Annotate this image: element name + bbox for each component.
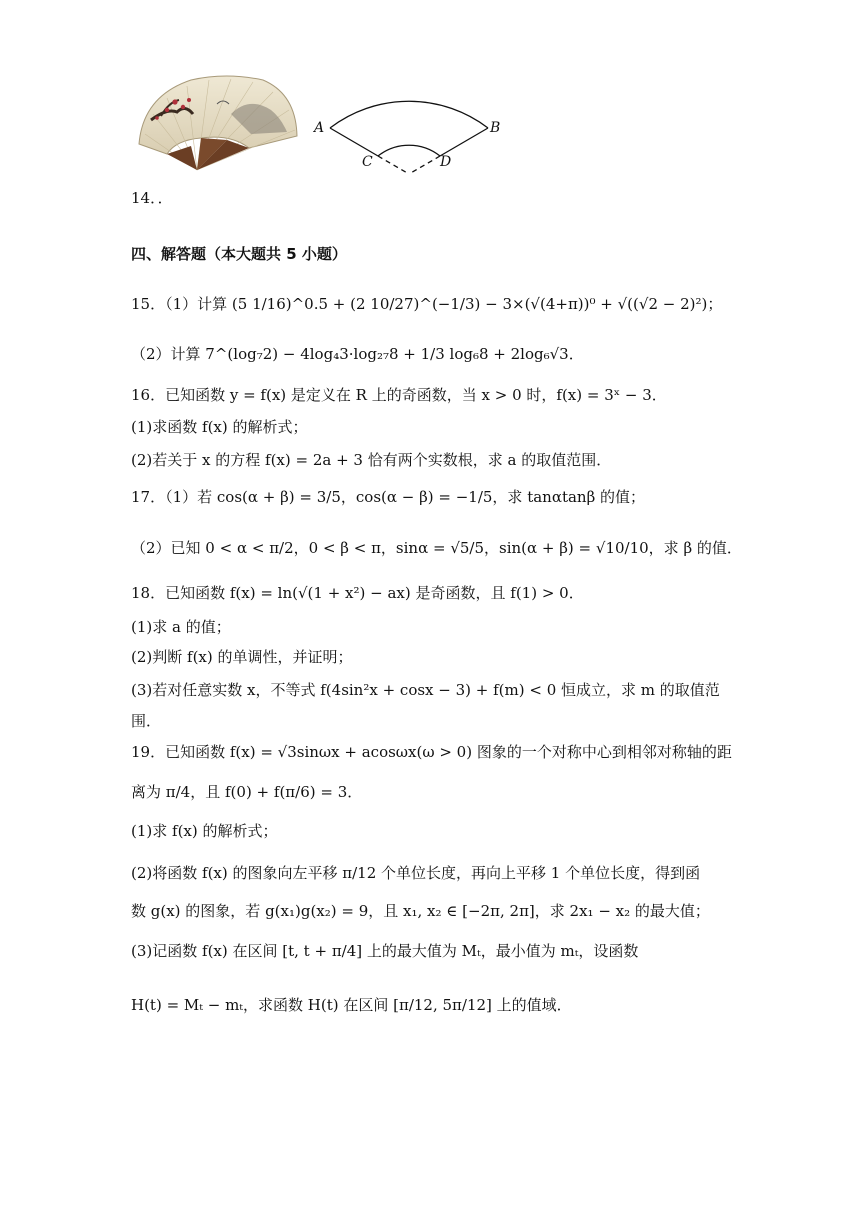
q18-stem: 18．已知函数 f(x) = ln(√(1 + x²) − ax) 是奇函数，且 f(1) > 0． [131, 584, 584, 602]
label-a: A [314, 120, 325, 136]
q16-part2: (2)若关于 x 的方程 f(x) = 2a + 3 恰有两个实数根，求 a 的取值范围． [131, 451, 612, 469]
q15-part2: （2）计算 7^(log₇2) − 4log₄3·log₂₇8 + 1/3 log₆8 + 2log₆√3． [131, 345, 584, 363]
inner-arc-cd [378, 145, 440, 156]
q19-part3-line1: (3)记函数 f(x) 在区间 [t, t + π/4] 上的最大值为 Mₜ，最小值为 mₜ，设函数 [131, 942, 639, 960]
label-d: D [440, 154, 452, 170]
outer-arc-ab [330, 101, 488, 128]
q19-stem-line2: 离为 π/4，且 f(0) + f(π/6) = 3． [131, 783, 363, 801]
q18-part2: (2)判断 f(x) 的单调性，并证明； [131, 648, 353, 666]
label-b: B [490, 120, 501, 136]
fan-sector-diagram [312, 72, 512, 180]
segment-ac [330, 128, 378, 156]
dashed-c-center [378, 156, 409, 174]
dashed-d-center [409, 156, 440, 174]
q19-part1: (1)求 f(x) 的解析式； [131, 822, 278, 840]
section-heading: 四、解答题（本大题共 5 小题） [131, 245, 347, 263]
q17-part2: （2）已知 0 < α < π/2，0 < β < π，sinα = √5/5，sin(α + β) = √10/10，求 β 的值． [131, 539, 742, 557]
label-c: C [362, 154, 373, 170]
q19-part2-line2: 数 g(x) 的图象，若 g(x₁)g(x₂) = 9，且 x₁, x₂ ∈ [−2π, 2π]，求 2x₁ − x₂ 的最大值； [131, 902, 710, 920]
q16-stem: 16．已知函数 y = f(x) 是定义在 R 上的奇函数，当 x > 0 时，f(x) = 3ˣ − 3． [131, 386, 667, 404]
q18-part3-line1: (3)若对任意实数 x，不等式 f(4sin²x + cosx − 3) + f(m) < 0 恒成立，求 m 的取值范 [131, 681, 720, 699]
segment-bd [440, 128, 488, 156]
q16-part1: (1)求函数 f(x) 的解析式； [131, 418, 308, 436]
q15-part1: 15．（1）计算 (5 1/16)^0.5 + (2 10/27)^(−1/3) − 3×(√(4+π))⁰ + √((√2 − 2)²)； [131, 295, 723, 313]
q18-part1: (1)求 a 的值； [131, 618, 231, 636]
q17-part1: 17．（1）若 cos(α + β) = 3/5，cos(α − β) = −1/5，求 tanαtanβ 的值； [131, 488, 646, 506]
folding-fan-photo [131, 74, 301, 172]
q18-part3-line2: 围． [131, 712, 162, 730]
q19-part2-line1: (2)将函数 f(x) 的图象向左平移 π/12 个单位长度，再向上平移 1 个单位长度，得到函 [131, 864, 701, 882]
q19-part3-line2: H(t) = Mₜ − mₜ，求函数 H(t) 在区间 [π/12, 5π/12] 上的值域． [131, 996, 572, 1014]
q19-stem-line1: 19．已知函数 f(x) = √3sinωx + acosωx(ω > 0) 图象的一个对称中心到相邻对称轴的距 [131, 743, 732, 761]
q14-line: 14．． [131, 189, 173, 207]
